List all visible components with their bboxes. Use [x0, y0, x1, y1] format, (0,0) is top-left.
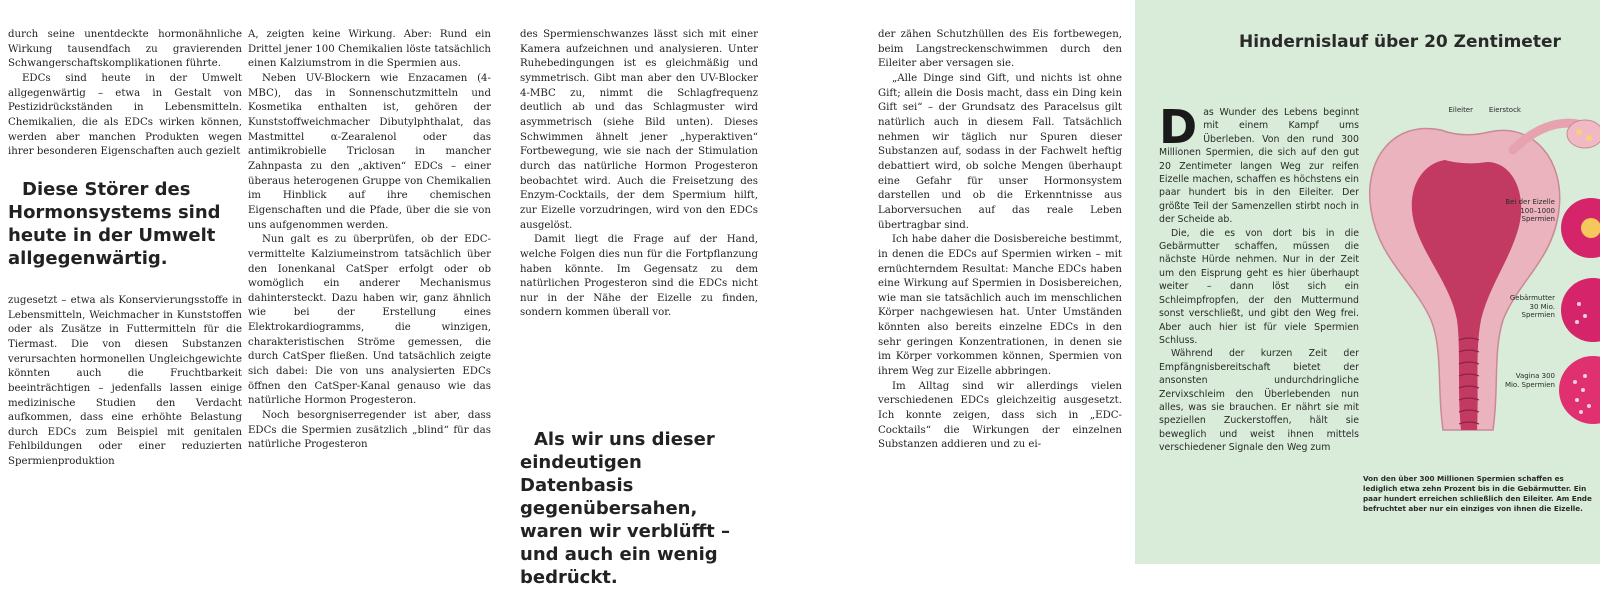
pull-quote: Als wir uns dieser eindeutigen Datenbasis gegenübersahen, waren wir verblüfft – und auch ein wenig bedrückt. — [520, 429, 731, 588]
paragraph: Noch besorgniserregender ist aber, dass EDCs die Spermien zusätzlich „blind“ für das natürliche Progesteron — [248, 410, 491, 451]
drop-cap: D — [1159, 100, 1198, 154]
paragraph: Im Alltag sind wir allerdings vielen verschiedenen EDCs gleichzeitig ausgesetzt. Ich konnte zeigen, dass sich in „EDC-Cocktails“ die Wirkungen der einzelnen Substanzen addieren und zu ei- — [878, 380, 1122, 451]
sidebar-title: Hindernislauf über 20 Zentimeter — [1239, 32, 1561, 52]
article-column-4 — [878, 28, 1122, 564]
reproductive-tract-diagram — [1353, 90, 1600, 460]
paragraph: der zähen Schutzhüllen des Eis fortbewegen, beim Langstreckenschwimmen durch den Eileiter aber versagen sie. — [878, 29, 1122, 70]
diagram-caption: Von den über 300 Millionen Spermien schaffen es lediglich etwa zehn Prozent bis in die Gebärmutter. Ein paar hundert erreichen schließlich den Eileiter. Am Ende befruchtet aber nur ein einziges von ihnen die Eizelle. — [1363, 474, 1592, 513]
article-column-3 — [520, 28, 758, 588]
paragraph: A, zeigten keine Wirkung. Aber: Rund ein Drittel jener 100 Chemikalien löste tatsächlich einen Kalziumstrom in die Spermien aus. — [248, 29, 491, 70]
paragraph: des Spermienschwanzes lässt sich mit einer Kamera aufzeichnen und analysieren. Unter Ruhebedingungen ist es gleichmäßig und symmetrisch. Gibt man aber den UV-Blocker 4-MBC zu, nimmt die Schlagfrequenz deutlich ab und das Schlagmuster wird asymmetrisch (siehe Bild unten). Dieses Schwimmen ähnelt jener „hyperaktiven“ Fortbewegung, wie sie nach der Stimulation durch das natürliche Hormon Progesteron beobachtet wird. Auch die Freisetzung des Enzym-Cocktails, der dem Spermium hilft, zur Eizelle vorzudringen, wird von den EDCs ausgelöst. — [520, 29, 758, 231]
paragraph — [1159, 100, 1359, 227]
paragraph: durch seine unentdeckte hormonähnliche Wirkung tausendfach zu gravierenden Schwangerschaftskomplikationen führte. — [8, 29, 242, 70]
uterus-illustration — [1353, 90, 1600, 460]
label-eierstock: Eierstock — [1488, 106, 1521, 114]
paragraph: Neben UV-Blockern wie Enzacamen (4-MBC), das in Sonnenschutzmitteln und Kosmetika enthalten ist, gehören der Kunststoffweichmacher Dibutylphthalat, das Mastmittel α-Zearalenol oder das antimikrobielle Triclosan in mancher Zahnpasta zu den „aktiven“ EDCs – einer überaus heterogenen Gruppe von Chemikalien im Hinblick auf ihre chemischen Eigenschaften und die Pfade, über die sie von uns aufgenommen werden. — [248, 72, 491, 231]
paragraph: EDCs sind heute in der Umwelt allgegenwärtig – etwa in Gestalt von Pestizidrückständen in Lebensmitteln. Chemikalien, die als EDCs wirken können, werden aber manchen Produkten wegen ihrer besonderen Eigenschaften auch gezielt — [8, 72, 242, 158]
paragraph-text: as Wunder des Lebens beginnt mit einem Kampf ums Überleben. Von den rund 300 Millionen Spermien, die sich auf den gut 20 Zentimeter langen Weg zur reifen Eizelle machen, schaffen es höchstens ein paar hundert bis in den Eileiter. Der größte Teil der Samenzellen stirbt noch in der Scheide ab. — [1159, 107, 1359, 226]
sidebar-info-box — [1135, 0, 1600, 564]
label-gebaermutter: Gebärmutter 30 Mio. Spermien — [1509, 294, 1555, 319]
pull-quote: Diese Störer des Hormonsystems sind heute in der Umwelt allgegenwärtig. — [8, 178, 221, 269]
paragraph: Damit liegt die Frage auf der Hand, welche Folgen dies nun für die Fortpflanzung haben könnte. Im Gegensatz zu dem natürlichen Progesteron sind die EDCs nicht nur in der Nähe der Eizelle zu finden, sondern kommen überall vor. — [520, 234, 758, 319]
label-eileiter: Eileiter — [1448, 106, 1473, 114]
article-column-2 — [248, 28, 491, 564]
paragraph: Ich habe daher die Dosisbereiche bestimmt, in denen die EDCs auf Spermien wirken – mit ernüchterndem Resultat: Manche EDCs haben eine Wirkung auf Spermien in Dosisbereichen, wie man sie tatsächlich auch im menschlichen Körper nachgewiesen hat. Unter Umständen könnten also bereits einzelne EDCs in den sehr geringen Konzentrationen, in denen sie im Körper vorkommen können, Spermien von ihrem Weg zur Eizelle abbringen. — [878, 234, 1122, 378]
sidebar-text — [1159, 100, 1359, 564]
paragraph: „Alle Dinge sind Gift, und nichts ist ohne Gift; allein die Dosis macht, dass ein Ding kein Gift sei“ – der Grundsatz des Paracelsus gilt natürlich auch in diesem Fall. Tatsächlich nehmen wir täglich nur Spuren dieser Substanzen auf, sodass in der Fachwelt heftig debattiert wird, ob solche Mengen überhaupt eine Gefahr für unser Hormonsystem darstellen und ob die Erkenntnisse aus Laborversuchen auf das reale Leben übertragbar sind. — [878, 72, 1122, 231]
paragraph: Nun galt es zu überprüfen, ob der EDC-vermittelte Kalziumeinstrom tatsächlich über den Ionenkanal CatSper erfolgt oder ob womöglich ein anderer Mechanismus dahintersteckt. Dazu haben wir, ganz ähnlich wie bei der Erstellung eines Elektrokardiogramms, die winzigen, charakteristischen Ströme gemessen, die durch CatSper fließen. Und tatsächlich zeigte sich dabei: Die von uns analysierten EDCs öffnen den CatSper-Kanal genauso wie das natürliche Hormon Progesteron. — [248, 234, 491, 407]
paragraph: Die, die es von dort bis in die Gebärmutter schaffen, müssen die nächste Hürde nehmen. Nur in der Zeit um den Eisprung geht es hier überhaupt weiter – dann löst sich ein Schleimpfropfen, der den Muttermund sonst verschließt, und gibt den Weg frei. Aber auch hier ist für viele Spermien Schluss. — [1159, 227, 1359, 346]
paragraph: zugesetzt – etwa als Konservierungsstoffe in Lebensmitteln, Weichmacher in Kunststoffen oder als Zusätze in Futtermitteln für die Tiermast. Die von diesen Substanzen verursachten hormonellen Ungleichgewichte könnten auch die Fruchtbarkeit beeinträchtigen – jedenfalls lassen einige medizinische Studien den Verdacht aufkommen, dass eine erhöhte Belastung durch EDCs zum Beispiel mit genitalen Fehlbildungen oder einer reduzierten Spermienproduktion — [8, 294, 242, 468]
label-eizelle: Bei der Eizelle 100–1000 Spermien — [1505, 198, 1555, 223]
article-column-1 — [8, 28, 242, 564]
paragraph: Während der kurzen Zeit der Empfängnisbereitschaft bietet der ansonsten undurchdringliche Zervixschleim den Überlebenden nun alles, was sie brauchen. Er nährt sie mit speziellen Zuckerstoffen, hält sie beweglich und weist ihnen mittels verschiedener Signale den Weg zum — [1159, 348, 1359, 454]
label-vagina: Vagina 300 Mio. Spermien — [1504, 372, 1555, 389]
